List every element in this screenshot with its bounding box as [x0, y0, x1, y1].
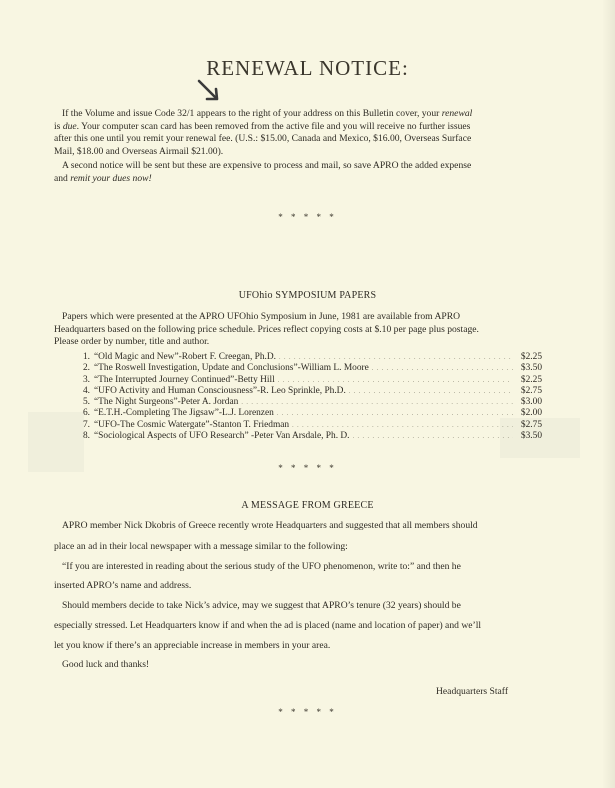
paper-title: “UFO Activity and Human Consciousness”-R. Leo Sprinkle, Ph.D.: [94, 385, 346, 396]
paper-number: 2.: [82, 363, 90, 374]
paper-price: $2.75: [520, 419, 542, 430]
remit-emphasis: remit your dues now!: [70, 172, 152, 184]
paper-title: “Old Magic and New”-Robert F. Creegan, Ph.D.: [94, 352, 277, 362]
paper-number: 5.: [82, 397, 90, 408]
paper-title: “The Night Surgeons”-Peter A. Jordan: [94, 397, 239, 408]
renewal-emphasis: renewal: [441, 108, 473, 119]
paper-number: 7.: [82, 419, 90, 430]
renewal-p1-text: . Your computer scan card has been removed from the active file and you will receive no further issues: [76, 120, 471, 132]
due-emphasis: due: [62, 120, 77, 132]
hand-drawn-arrow-icon: [196, 78, 224, 104]
dot-leader: [372, 363, 513, 374]
greece-heading: A MESSAGE FROM GREECE: [241, 500, 374, 511]
section-divider-stars: * * * * *: [278, 212, 337, 222]
paper-price: $2.25: [520, 374, 542, 385]
dot-leader: [349, 386, 513, 397]
list-item: [80, 386, 542, 397]
renewal-p2-text: and: [54, 172, 71, 184]
paper-number: 4.: [82, 385, 90, 396]
list-item: [80, 408, 542, 419]
dot-leader: [278, 375, 513, 386]
dot-leader: [353, 431, 514, 442]
paper-price: $3.50: [520, 431, 542, 442]
list-item: [80, 352, 542, 363]
symposium-heading: UFOhio SYMPOSIUM PAPERS: [238, 290, 377, 301]
renewal-p1-text: is: [54, 120, 63, 132]
paper-title: “E.T.H.-Completing The Jigsaw”-L.J. Lorenzen: [94, 408, 274, 419]
list-item: [80, 431, 542, 442]
papers-price-list: [80, 352, 542, 442]
section-divider-stars: * * * * *: [278, 463, 337, 473]
renewal-notice-title: RENEWAL NOTICE:: [206, 56, 409, 80]
greece-text-line: let you know if there’s an appreciable increase in members in your area.: [54, 640, 331, 651]
list-item: [80, 375, 542, 386]
dot-leader: [277, 408, 513, 419]
symposium-intro: [54, 311, 578, 349]
list-item: [80, 420, 542, 431]
renewal-paragraph-1: [54, 108, 578, 159]
list-item: [80, 397, 542, 408]
symposium-intro-text: Headquarters based on the following price schedule. Prices reflect copying costs at $.10 per page plus postage.: [54, 323, 479, 335]
paper-price: $3.50: [520, 363, 542, 374]
renewal-p1-text: Mail, $18.00 and Overseas Airmail $21.00).: [54, 146, 224, 158]
dot-leader: [279, 352, 513, 363]
renewal-paragraph-2: [54, 160, 578, 185]
symposium-intro-text: Papers which were presented at the APRO UFOhio Symposium in June, 1981 are available from APRO: [62, 311, 461, 322]
greece-text-line: place an ad in their local newspaper with a message similar to the following:: [54, 541, 348, 552]
paper-price: $2.25: [520, 352, 542, 362]
greece-text-line: Good luck and thanks!: [62, 659, 150, 670]
paper-price: $2.00: [520, 408, 542, 419]
greece-text-line: inserted APRO’s name and address.: [54, 580, 192, 591]
paper-title: “The Interrupted Journey Continued”-Betty Hill: [94, 374, 275, 385]
page-edge-shadow: [602, 0, 615, 788]
signature-headquarters-staff: Headquarters Staff: [436, 686, 509, 697]
greece-text-line: APRO member Nick Dkobris of Greece recently wrote Headquarters and suggested that all members should: [62, 520, 478, 531]
section-divider-stars: * * * * *: [278, 707, 337, 717]
paper-title: “The Roswell Investigation, Update and Conclusions”-William L. Moore: [94, 363, 369, 374]
greece-text-line: especially stressed. Let Headquarters know if and when the ad is placed (name and location of paper) and we’ll: [54, 620, 482, 631]
paper-price: $3.00: [520, 397, 542, 408]
renewal-p1-text: after this one until you remit your renewal fee. (U.S.: $15.00, Canada and Mexico, $16.00, Overseas Surface: [54, 133, 472, 145]
paper-title: “UFO-The Cosmic Watergate”-Stanton T. Friedman: [94, 419, 290, 430]
dot-leader: [292, 420, 513, 431]
show-through-mark: ​: [35, 21, 45, 66]
paper-number: 1.: [82, 352, 90, 362]
renewal-p2-text: A second notice will be sent but these are expensive to process and mail, so save APRO the added expense: [62, 160, 472, 171]
greece-text-line: “If you are interested in reading about the serious study of the UFO phenomenon, write to:” and then he: [62, 561, 461, 572]
paper-number: 8.: [82, 431, 90, 442]
renewal-p1-text: If the Volume and issue Code 32/1 appears to the right of your address on this Bulletin cover, your: [62, 108, 442, 119]
paper-number: 6.: [82, 408, 90, 419]
paper-title: “Sociological Aspects of UFO Research” -Peter Van Arsdale, Ph. D.: [94, 431, 350, 442]
greece-text-line: Should members decide to take Nick’s advice, may we suggest that APRO’s tenure (32 years) should be: [62, 600, 461, 611]
list-item: [80, 363, 542, 374]
dot-leader: [241, 397, 513, 408]
symposium-intro-text: Please order by number, title and author.: [54, 336, 210, 348]
paper-price: $2.75: [520, 385, 542, 396]
paper-number: 3.: [82, 374, 90, 385]
